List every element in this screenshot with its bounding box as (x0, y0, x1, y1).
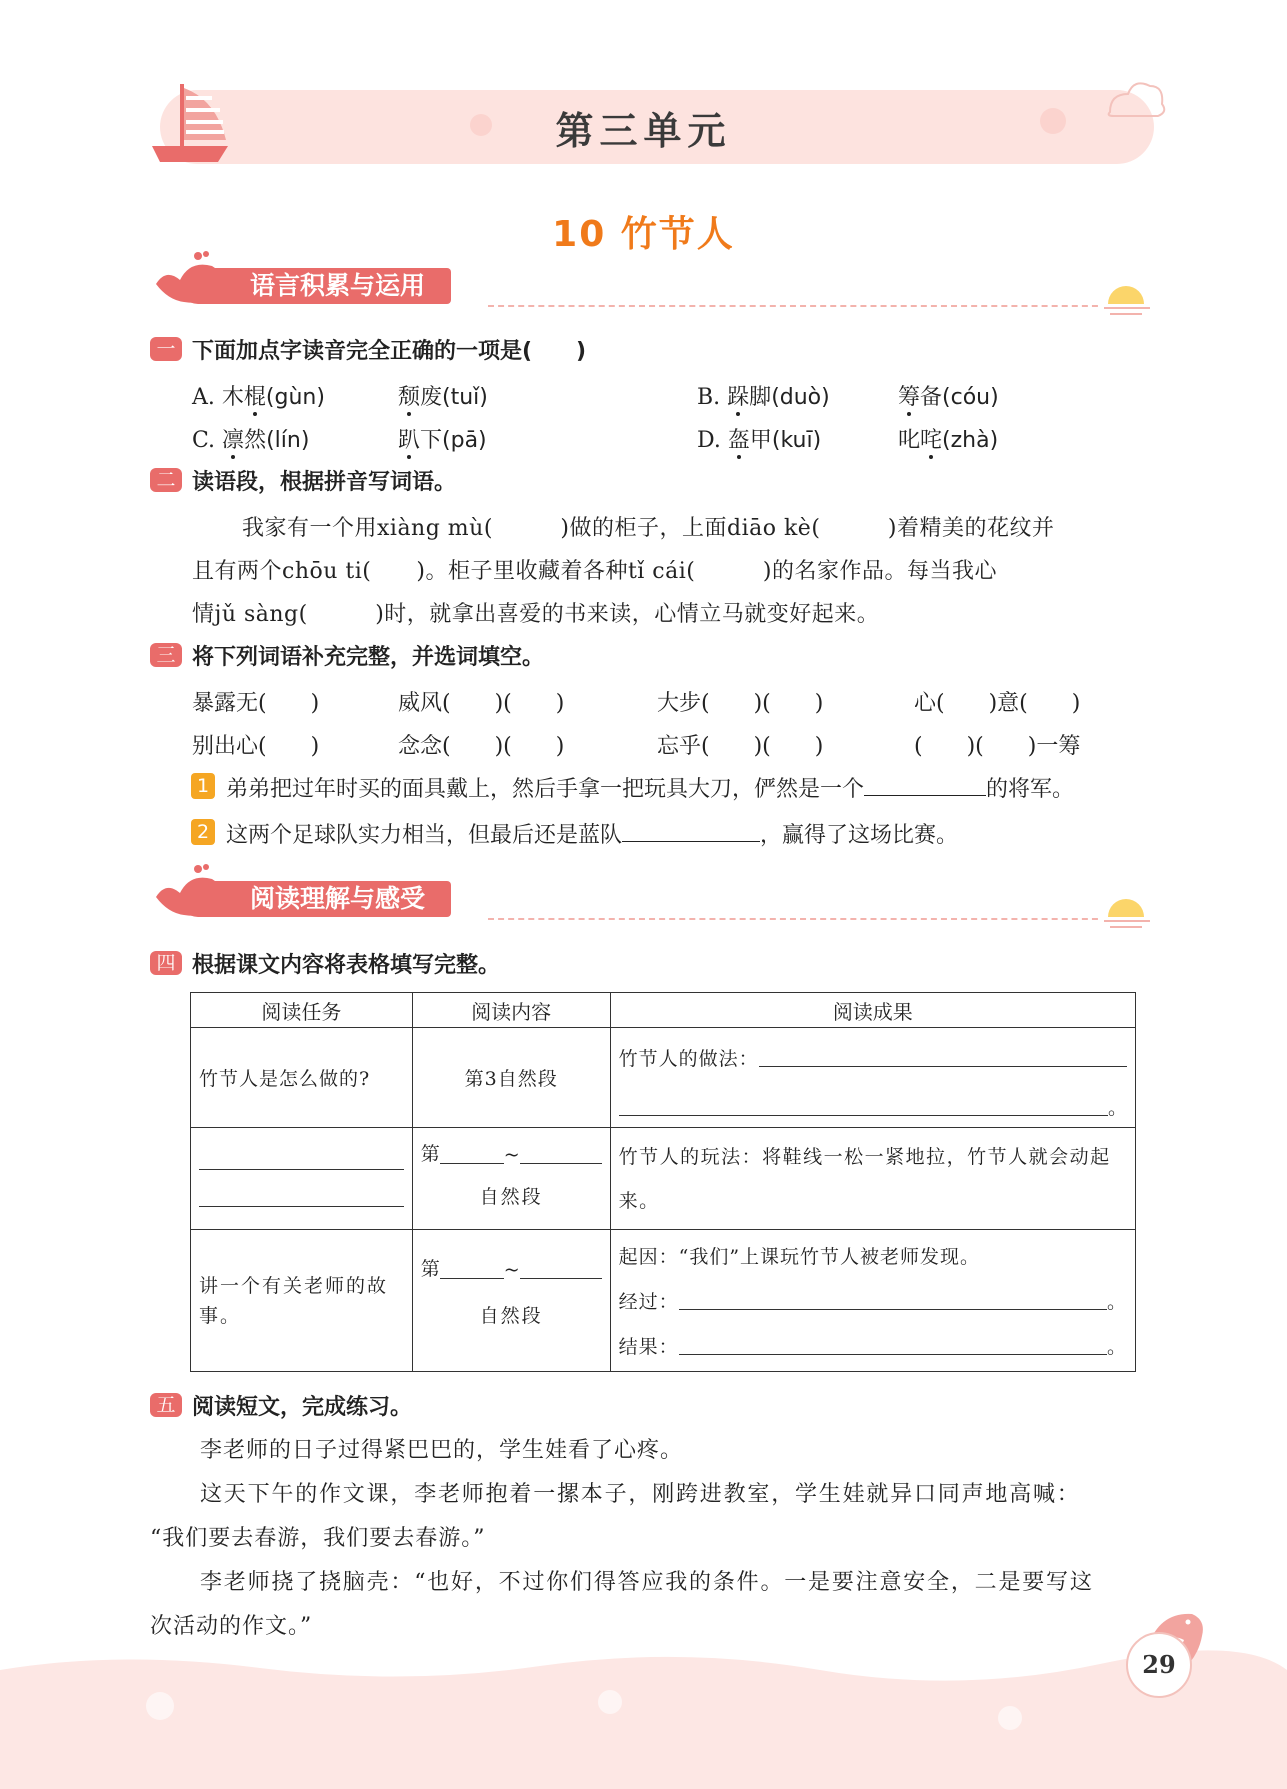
answer-line[interactable] (199, 1206, 404, 1207)
answer-line[interactable] (619, 1115, 1108, 1116)
option-a: A. 木棍(gùn) (192, 385, 325, 410)
passage-paragraph: 次活动的作文。” (150, 1614, 313, 1639)
option-a-2: 颓废(tuǐ) (398, 385, 488, 410)
section-divider (488, 918, 1108, 920)
task-cell: 讲一个有关老师的故事。 (191, 1230, 413, 1372)
task-cell (191, 1128, 413, 1230)
table-header: 阅读成果 (610, 993, 1135, 1028)
sub-question-2: 这两个足球队实力相当，但最后还是蓝队 ，赢得了这场比赛。 (226, 823, 959, 848)
option-c-2: 趴下(pā) (398, 428, 487, 453)
question-number: 一 (150, 337, 182, 361)
idiom-item: 念念( )( ) (398, 734, 565, 759)
question-text: 将下列词语补充完整，并选词填空。 (192, 645, 545, 670)
content-cell: 第 ~ 自然段 (412, 1128, 610, 1230)
option-b: B. 跺脚(duò) (697, 385, 830, 410)
sub-question-1: 弟弟把过年时买的面具戴上，然后手拿一把玩具大刀，俨然是一个 的将军。 (226, 777, 1075, 802)
idiom-item: ( )( )一筹 (914, 734, 1081, 759)
sunset-icon (1098, 889, 1158, 935)
result-cell: 竹节人的玩法：将鞋线一松一紧地拉，竹节人就会动起来。 (610, 1128, 1135, 1230)
q2-line-1: 我家有一个用xiàng mù( )做的柜子，上面diāo kè( )着精美的花纹并 (242, 516, 1055, 541)
idiom-item: 暴露无( ) (192, 691, 320, 716)
q2-line-2: 且有两个chōu ti( )。柜子里收藏着各种tǐ cái( )的名家作品。每当我心 (192, 559, 997, 584)
table-row (191, 1128, 1136, 1230)
idiom-item: 别出心( ) (192, 734, 320, 759)
answer-line[interactable] (199, 1169, 404, 1170)
result-cell: 起因：“我们”上课玩竹节人被老师发现。 经过： 。 结果： 。 (610, 1230, 1135, 1372)
question-number: 五 (150, 1393, 182, 1417)
reading-table (190, 992, 1136, 1372)
passage-paragraph: “我们要去春游，我们要去春游。” (150, 1526, 486, 1551)
idiom-item: 忘乎( )( ) (657, 734, 824, 759)
table-row (191, 1230, 1136, 1372)
idiom-item: 威风( )( ) (398, 691, 565, 716)
idiom-item: 心( )意( ) (914, 691, 1081, 716)
question-number: 二 (150, 468, 182, 492)
content-cell: 第3自然段 (412, 1028, 610, 1128)
page-number: 29 (1126, 1632, 1192, 1698)
footer-wave (0, 1640, 1287, 1789)
idiom-item: 大步( )( ) (657, 691, 824, 716)
question-number: 三 (150, 643, 182, 667)
table-row (191, 1028, 1136, 1128)
content-cell: 第 ~ 自然段 (412, 1230, 610, 1372)
task-cell: 竹节人是怎么做的? (191, 1028, 413, 1128)
sub-question-number: 2 (191, 819, 215, 845)
answer-line[interactable] (679, 1309, 1107, 1310)
section-divider (488, 305, 1108, 307)
unit-title: 第三单元 (555, 109, 732, 153)
question-text: 根据课文内容将表格填写完整。 (192, 953, 501, 978)
answer-line[interactable] (679, 1354, 1107, 1355)
result-cell: 竹节人的做法： 。 (610, 1028, 1135, 1128)
question-text: 下面加点字读音完全正确的一项是( ) (192, 339, 587, 364)
q2-line-3: 情jǔ sàng( )时，就拿出喜爱的书来读，心情立马就变好起来。 (192, 602, 880, 627)
lesson-title: 10 竹节人 (552, 214, 735, 255)
option-c: C. 凛然(lín) (192, 428, 310, 453)
sunset-icon (1098, 276, 1158, 322)
question-number: 四 (150, 951, 182, 975)
table-header: 阅读内容 (412, 993, 610, 1028)
option-b-2: 筹备(cóu) (898, 385, 999, 410)
option-d: D. 盔甲(kuī) (697, 428, 822, 453)
table-header: 阅读任务 (191, 993, 413, 1028)
question-text: 阅读短文，完成练习。 (192, 1395, 413, 1420)
option-d-2: 叱咤(zhà) (898, 428, 999, 453)
passage-paragraph: 李老师的日子过得紧巴巴的，学生娃看了心疼。 (200, 1438, 684, 1463)
passage-paragraph: 这天下午的作文课，李老师抱着一摞本子，刚跨进教室，学生娃就异口同声地高喊： (200, 1482, 1081, 1507)
sub-question-number: 1 (191, 773, 215, 799)
passage-paragraph: 李老师挠了挠脑壳：“也好，不过你们得答应我的条件。一是要注意安全，二是要写这 (200, 1570, 1094, 1595)
question-text: 读语段，根据拼音写词语。 (192, 470, 457, 495)
section-banner-read: 阅读理解与感受 (180, 881, 451, 917)
section-banner-lang: 语言积累与运用 (180, 268, 451, 304)
